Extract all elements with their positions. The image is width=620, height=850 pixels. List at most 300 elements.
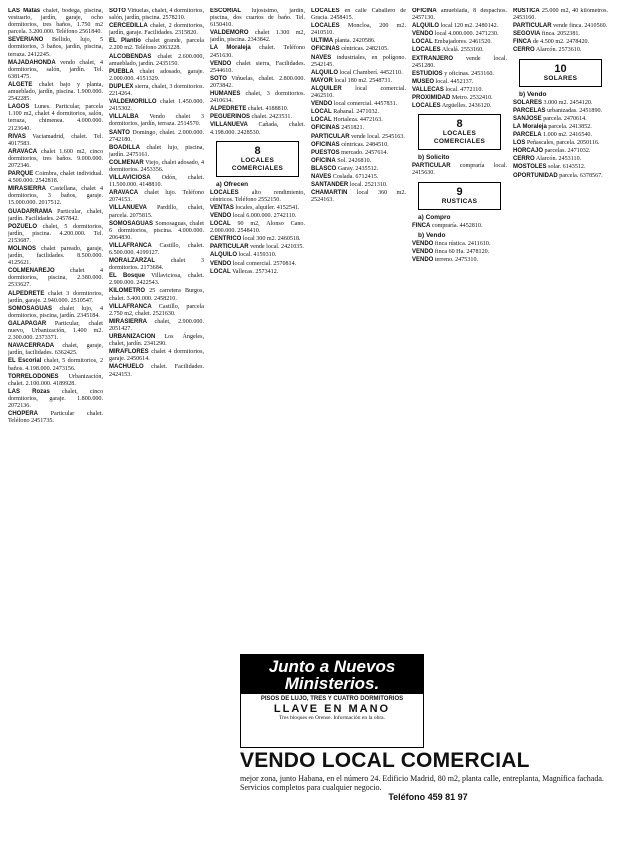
classified-ad bbox=[109, 288, 204, 302]
classified-ad-text: local 180 m2. 2548731. bbox=[332, 77, 393, 84]
classified-ad bbox=[311, 125, 406, 132]
classified-ad-keyword: OFICINA bbox=[412, 8, 437, 14]
classified-ad-keyword: VALLECAS bbox=[412, 86, 444, 93]
classified-ad-text: Particular chalet. Teléfono 2451735. bbox=[8, 411, 103, 425]
section-number: 10 bbox=[554, 62, 567, 75]
classified-ad bbox=[8, 343, 103, 357]
classified-ad-text: Vaciamadrid, chalet. Tel. 4017583. bbox=[8, 133, 103, 147]
classified-ad-text: local 4.000.000. 2471230. bbox=[433, 31, 499, 38]
classified-ad bbox=[513, 23, 608, 30]
classified-ad-keyword: DUPLEX bbox=[109, 83, 134, 90]
subsection-label: b) Solicito bbox=[418, 154, 450, 162]
classified-ad-text: 25 carretera Burgos, chalet. 3.400.000. 2458210. bbox=[109, 288, 204, 302]
classified-ad-text: Vendo chalet 3 dormitorios, jardín, terraza. 2514570. bbox=[109, 114, 204, 128]
classified-ad bbox=[8, 268, 103, 289]
classified-ad-text: local comercial. 2570814. bbox=[231, 260, 297, 267]
classified-ad-keyword: LOCAL bbox=[210, 268, 231, 275]
classified-ad bbox=[8, 291, 103, 305]
classified-ad-keyword: ALPEDRETE bbox=[8, 290, 45, 297]
classified-ad-keyword: PARTICULAR bbox=[210, 244, 249, 251]
classified-ad-keyword: LOCALES bbox=[311, 8, 340, 14]
classified-ad-keyword: VENDO bbox=[210, 60, 232, 67]
classified-ad bbox=[210, 61, 305, 75]
classified-ad-keyword: ARAVACA bbox=[109, 190, 139, 197]
classified-ad bbox=[210, 114, 305, 121]
classified-ad-keyword: MIRASIERRA bbox=[8, 186, 47, 193]
classified-ad-keyword: FINCA bbox=[513, 39, 532, 46]
classified-ad-text: chalet 2.600.000, amueblado, jardín. 2435150. bbox=[109, 53, 204, 67]
classified-ad bbox=[311, 158, 406, 165]
subsection-label: a) Compro bbox=[418, 213, 451, 221]
classified-ad-text: Viñuelas, chalet. 2.800.000. 2073842. bbox=[210, 75, 305, 89]
classified-ad bbox=[109, 160, 204, 174]
classified-ad-text: chalet, bodega, piscina, vestuario, jardín, garaje, ocho dormitorios, tres baños, 1.750 m2 parcela. 3.200.000. Teléfono 2561840. bbox=[8, 8, 103, 36]
classified-ad bbox=[210, 205, 305, 212]
classified-ad bbox=[513, 124, 608, 131]
classified-ad-keyword: LOCALES bbox=[412, 103, 441, 110]
classified-ad-text: parcela. 2470614. bbox=[541, 115, 587, 122]
classified-ad bbox=[311, 109, 406, 116]
classified-ad-text: y oficinas. 2453160. bbox=[442, 70, 494, 77]
classified-ad-text: Coimbra, chalet individual. 4.500.000. 2542818. bbox=[8, 171, 103, 185]
classified-ad-text: 1.000 m2. 2416540. bbox=[541, 132, 593, 139]
classified-ad bbox=[109, 23, 204, 37]
classified-ad-keyword: VILLALBA bbox=[109, 114, 139, 121]
classified-ad-text: 3.000 m2. 2454120. bbox=[542, 99, 593, 106]
classified-ad bbox=[210, 190, 305, 204]
classified-ad bbox=[311, 134, 406, 141]
classified-ad bbox=[412, 95, 507, 102]
section-number: 8 bbox=[254, 144, 261, 157]
classified-ad-keyword: PARCELAS bbox=[513, 107, 546, 114]
classified-ad-text: Viejo, chalet adosado, 4 dormitorios. 2453356. bbox=[109, 159, 204, 173]
classified-ad bbox=[8, 224, 103, 245]
classified-ad bbox=[109, 175, 204, 189]
classified-ad bbox=[513, 31, 608, 38]
classified-ad-keyword: PARTICULAR bbox=[513, 23, 552, 30]
classified-ad-text: Villaviciosa, chalet. 2.900.000. 2422543. bbox=[109, 273, 204, 287]
classified-ad-text: Bellido, lujo, 5 dormitorios, 3 baños, jardín, piscina, terraza. 2412245. bbox=[8, 37, 103, 58]
classified-ad bbox=[412, 163, 507, 177]
classified-ad-text: chalet 4 dormitorios, piscina, 2.380.000. 2533627. bbox=[8, 268, 103, 289]
classified-ad-text: Somosaguas, chalet 6 dormitorios, piscina. 4.000.000. 2064830. bbox=[109, 220, 204, 241]
classified-ad-text: chalet. 4188810. bbox=[246, 106, 289, 113]
classified-ad bbox=[311, 101, 406, 108]
classified-ad-keyword: LOCALES bbox=[210, 189, 239, 196]
classified-ad-keyword: SOMOSAGUAS bbox=[109, 220, 154, 227]
classified-ad-text: Castillo, chalet. 6.500.000. 4199127. bbox=[109, 242, 204, 256]
classified-ad-text: planta. 2420586. bbox=[333, 38, 376, 45]
classified-ad bbox=[109, 190, 204, 204]
classified-ad bbox=[109, 304, 204, 318]
ad-vendo-local-headline: VENDO LOCAL COMERCIAL bbox=[240, 749, 530, 772]
classified-ad-text: parcelas. 2471032. bbox=[543, 148, 591, 155]
classified-ad bbox=[412, 39, 507, 46]
classified-ad-keyword: PUESTOS bbox=[311, 149, 340, 156]
classified-ad bbox=[109, 130, 204, 144]
classified-ad-keyword: ULTIMA bbox=[311, 38, 334, 45]
classified-ad-text: Cañada, chalet. 4.198.000. 2428530. bbox=[210, 122, 305, 136]
classified-ad-keyword: EL Bosque bbox=[109, 273, 145, 280]
section-header bbox=[418, 182, 501, 210]
classified-ad-keyword: LOCAL bbox=[311, 117, 332, 124]
classified-ad bbox=[109, 38, 204, 52]
classified-ad bbox=[412, 47, 507, 54]
classified-ad-keyword: EXTRANJERO bbox=[412, 55, 454, 62]
classified-ad bbox=[513, 164, 608, 171]
classified-ad-text: local 300 m2. 2460518. bbox=[241, 236, 301, 243]
classified-ad bbox=[210, 30, 305, 44]
classified-ad-text: local 360 m2. 2524163. bbox=[311, 190, 406, 204]
classified-ad bbox=[412, 79, 507, 86]
classified-ad bbox=[109, 319, 204, 333]
classified-ad-text: Sol. 2426810. bbox=[335, 157, 372, 164]
classified-ad-text: chalet adosado, garaje. 2.000.000. 4151329. bbox=[109, 68, 204, 82]
classified-ad-text: Argüelles. 2436120. bbox=[440, 103, 492, 110]
classified-ad-text: chalet 3 dormitorios. 2173684. bbox=[109, 258, 204, 272]
classified-ad-keyword: CHOPERA bbox=[8, 411, 39, 418]
classified-ad-keyword: ALQUILER bbox=[311, 85, 342, 92]
classified-ad bbox=[311, 86, 406, 100]
classified-ad bbox=[210, 213, 305, 220]
classified-ad-keyword: LOCAL bbox=[210, 221, 231, 228]
classified-ad-keyword: CHAMARTIN bbox=[311, 190, 348, 197]
classified-ad-keyword: KILOMETRO bbox=[109, 288, 145, 295]
classified-ad-text: Urbanización, chalet. 2.100.000. 4189928. bbox=[8, 373, 103, 387]
classified-ad-text: chalet 1.450.000. 2415302. bbox=[109, 99, 204, 113]
classified-ad-keyword: GUADARRAMA bbox=[8, 208, 53, 215]
classified-ad-text: local Chamberí. 4452110. bbox=[338, 69, 403, 76]
classified-ad-text: vende finca. 2410560. bbox=[551, 23, 608, 30]
classified-ad bbox=[412, 71, 507, 78]
classified-ad-text: finca rústica. 2411610. bbox=[433, 240, 491, 247]
classified-ad-text: parcela. 2413852. bbox=[546, 123, 592, 130]
classified-ad bbox=[513, 116, 608, 123]
classified-ad-text: chalet 1.600 m2, cinco dormitorios, tres baños. 9.000.000. 2072346. bbox=[8, 148, 103, 169]
classified-ad-keyword: VENDO bbox=[412, 256, 434, 263]
section-header bbox=[519, 59, 602, 87]
classified-ad bbox=[109, 243, 204, 257]
classified-ad-text: local comercial. 2462510. bbox=[311, 85, 406, 100]
ad-vendo-local-telephone: Teléfono 459 81 97 bbox=[388, 792, 468, 803]
ad-nuevos-ministerios-headline: Junto a Nuevos Ministerios. bbox=[241, 655, 423, 694]
classified-ad-text: mercado. 2457614. bbox=[339, 149, 388, 156]
classified-ad-keyword: RUSTICA bbox=[513, 8, 540, 14]
ad-vendo-local-body: mejor zona, junto Habana, en el número 24. Edificio Madrid, 80 m2, planta calle, entreplanta, Magnífica fachada. Servicios completos para cualquier negocio. bbox=[240, 774, 604, 793]
classified-ad-keyword: LOCALES bbox=[412, 47, 441, 54]
classified-ad-keyword: BLASCO bbox=[311, 165, 337, 172]
classified-column-6 bbox=[513, 8, 608, 842]
classified-ad-keyword: TORRELODONES bbox=[8, 373, 59, 380]
classified-ad-text: 2451821. bbox=[339, 125, 365, 132]
classified-ad-text: chalet 4 dormitorios, garaje. 2450614. bbox=[109, 349, 204, 363]
classified-ad-text: chalet, 5 dormitorios, jardín, piscina. 4.200.000. Tel. 2153687. bbox=[8, 223, 103, 244]
classified-ad-text: Garay. 2435512. bbox=[336, 165, 379, 172]
classified-column-1 bbox=[8, 8, 103, 842]
classified-ad-text: vende local. 2545163. bbox=[349, 133, 405, 140]
classified-ad-text: Particular, chalet, jardín. Facilidades. 2457842. bbox=[8, 208, 103, 222]
classified-ad-keyword: PROXIMIDAD bbox=[412, 95, 451, 102]
classified-ad bbox=[8, 134, 103, 148]
classified-ad-text: industriales, en polígono. 2542145. bbox=[311, 54, 406, 68]
classified-ad-keyword: MAYOR bbox=[311, 77, 333, 84]
classified-ad bbox=[8, 358, 103, 372]
classified-ad-text: chalet lujo, 4 dormitorios, piscina, jardín. 2345184. bbox=[8, 305, 103, 319]
classified-ad-keyword: SANTANDER bbox=[311, 182, 349, 189]
classified-ad-text: vendo chalet, 4 dormitorios, salón, jardín. Tel. 6381475. bbox=[8, 59, 103, 80]
classified-ad bbox=[8, 104, 103, 132]
classified-ad-keyword: LOCAL bbox=[412, 39, 433, 46]
classified-ad bbox=[109, 8, 204, 22]
classified-ad bbox=[311, 190, 406, 204]
classified-ad-text: chalet, 2.900.000. 2051427. bbox=[109, 318, 204, 332]
classified-column-3 bbox=[210, 8, 305, 642]
classified-ad bbox=[210, 269, 305, 276]
classified-ad-text: chalet bajo y planta, amueblado, jardín, piscina. 1.900.000. 2542285. bbox=[8, 81, 103, 103]
classified-ad-keyword: NAVES bbox=[311, 54, 332, 61]
classified-ad bbox=[109, 69, 204, 83]
classified-ad-text: locales, alquiler. 4152541. bbox=[233, 204, 300, 211]
classified-ad bbox=[109, 145, 204, 159]
classified-ad-text: local. 4159310. bbox=[237, 252, 277, 259]
classified-ad bbox=[210, 91, 305, 105]
classified-ad-keyword: PUEBLA bbox=[109, 68, 134, 75]
classified-ad bbox=[311, 182, 406, 189]
classified-ad bbox=[412, 87, 507, 94]
classified-ad-keyword: VILLAVICIOSA bbox=[109, 175, 151, 182]
classified-ad-text: Viñuelas, chalet, 4 dormitorios, salón, jardín, piscina. 2578210. bbox=[109, 8, 204, 22]
classified-ad-keyword: ESCORIAL bbox=[210, 8, 242, 14]
classified-ad-keyword: MAJADAHONDA bbox=[8, 59, 56, 66]
classified-ad-text: parcela. 6378567. bbox=[557, 172, 603, 179]
classified-ad-keyword: FINCA bbox=[412, 222, 431, 229]
subsection-label: a) Ofrecen bbox=[216, 180, 249, 188]
classified-ad bbox=[8, 389, 103, 410]
classified-ad bbox=[311, 8, 406, 22]
classified-ad-keyword: HORCAJO bbox=[513, 148, 544, 155]
classified-ad bbox=[109, 349, 204, 363]
classified-ad-keyword: SOTO bbox=[210, 75, 227, 82]
classified-ad-keyword: OFICINAS bbox=[311, 141, 340, 148]
classified-ad-keyword: OFICINAS bbox=[311, 46, 340, 53]
classified-ad-keyword: SOMOSAGUAS bbox=[8, 305, 53, 312]
classified-ad bbox=[513, 148, 608, 155]
classified-ad bbox=[513, 47, 608, 54]
classified-ad bbox=[311, 78, 406, 85]
ad-nuevos-ministerios-line1: PISOS DE LUJO, TRES Y CUATRO DORMITORIOS bbox=[260, 696, 404, 702]
subsection-label: b) Vendo bbox=[418, 231, 446, 239]
classified-ad bbox=[311, 46, 406, 53]
classified-ad-keyword: NAVES bbox=[311, 173, 332, 180]
classified-ad bbox=[210, 45, 305, 59]
classified-ad-keyword: LA Moraleja bbox=[210, 45, 251, 52]
classified-ad-keyword: POZUELO bbox=[8, 223, 38, 230]
classified-ad bbox=[8, 374, 103, 388]
classified-ad-keyword: VILLAFRANCA bbox=[109, 303, 152, 310]
classified-ad bbox=[311, 166, 406, 173]
classified-ad-keyword: ALPEDRETE bbox=[210, 106, 247, 113]
classified-ad bbox=[109, 273, 204, 287]
classified-ad-text: céntricas. 2484510. bbox=[339, 141, 389, 148]
section-title: LOCALES COMERCIALES bbox=[231, 156, 284, 172]
classified-ad bbox=[8, 321, 103, 342]
classified-ad bbox=[412, 8, 507, 22]
classified-ad-text: Alarcón. 2573610. bbox=[534, 47, 582, 54]
classified-ad bbox=[311, 70, 406, 77]
classified-ad-keyword: CERRO bbox=[513, 156, 535, 163]
classified-ad-keyword: VALDEMORO bbox=[210, 30, 249, 37]
classified-ad-text: chalet, 3 dormitorios. 2410634. bbox=[210, 91, 305, 105]
section-header bbox=[216, 141, 299, 177]
classified-ad bbox=[109, 205, 204, 219]
classified-column-4 bbox=[311, 8, 406, 642]
classified-ad-keyword: ALQUILO bbox=[210, 252, 237, 259]
classified-ad bbox=[8, 82, 103, 103]
classified-ad-keyword: COLMENAR bbox=[109, 159, 144, 166]
classified-ad-keyword: ALGETE bbox=[8, 81, 33, 88]
classified-ad-text: Embajadores. 2461520. bbox=[432, 39, 492, 46]
classified-ad-text: urbanizadas. 2451890. bbox=[545, 107, 603, 114]
classified-ad bbox=[412, 249, 507, 256]
classified-ad-text: en calle Caballero de Gracia. 2458415. bbox=[311, 8, 406, 22]
classified-ad-keyword: BOADILLA bbox=[109, 144, 140, 151]
classified-ad bbox=[109, 54, 204, 68]
classified-ad-keyword: COLMENAREJO bbox=[8, 268, 55, 275]
classified-ad bbox=[210, 236, 305, 243]
classified-ad-text: vende local. 2451280. bbox=[412, 55, 507, 69]
classified-ad bbox=[8, 37, 103, 58]
classified-ad-text: chalet. Facilidades. 2424153. bbox=[109, 364, 204, 378]
classified-ad-text: local. 2521310. bbox=[348, 182, 388, 189]
classified-ad bbox=[8, 60, 103, 81]
classified-ad-text: Castillo, parcela 2.750 m2, chalet. 2521630. bbox=[109, 303, 204, 317]
classified-ad-keyword: PARTICULAR bbox=[311, 133, 350, 140]
classified-ad-keyword: SOTO bbox=[109, 8, 126, 14]
classified-column-5 bbox=[412, 8, 507, 744]
classified-ad bbox=[8, 411, 103, 425]
classified-ad bbox=[513, 173, 608, 180]
classified-ad-text: Peñascales, parcela. 2050116. bbox=[525, 140, 600, 147]
classified-ad bbox=[109, 364, 204, 378]
classified-ad-keyword: MIRASIERRA bbox=[109, 318, 148, 325]
classified-ad bbox=[412, 56, 507, 70]
classified-ad-keyword: PARQUE bbox=[8, 171, 34, 178]
classified-ad bbox=[210, 106, 305, 113]
classified-ad-text: chalet, garaje, jardín, facilidades. 6362425. bbox=[8, 343, 103, 357]
classified-ad bbox=[311, 174, 406, 181]
classified-ad bbox=[412, 31, 507, 38]
classified-ad-text: chalet, cinco dormitorios, garaje. 1.800.000. 2072136. bbox=[8, 388, 103, 409]
classified-ad bbox=[412, 257, 507, 264]
classified-ad bbox=[109, 258, 204, 272]
classified-ad bbox=[412, 103, 507, 110]
classified-ad bbox=[109, 99, 204, 113]
classified-ad bbox=[109, 114, 204, 128]
classified-ad-keyword: LAGOS bbox=[8, 104, 30, 111]
classified-ad-keyword: PEGUERINOS bbox=[210, 114, 251, 121]
classified-ad bbox=[109, 84, 204, 98]
classified-ad-text: Lunes. Particular, parcela 1.100 m2, chalet 4 dormitorios, salón, terraza, chimenea. 4.000.000. 2123640. bbox=[8, 104, 103, 132]
classified-ad-keyword: PARTICULAR bbox=[412, 163, 451, 170]
classified-ad-keyword: VENDO bbox=[412, 31, 434, 38]
ad-nuevos-ministerios bbox=[240, 654, 424, 748]
classified-ad-text: Metro. 2532410. bbox=[450, 95, 493, 102]
classified-ad-keyword: VENTAS bbox=[210, 204, 234, 211]
classified-ad-keyword: LOCALES bbox=[311, 23, 340, 30]
classified-ad bbox=[412, 241, 507, 248]
subsection-label: b) Vendo bbox=[519, 90, 547, 98]
classified-ad bbox=[210, 8, 305, 29]
classified-ad-text: chalet, 2 dormitorios, jardín, garaje. Facilidades. 2315820. bbox=[109, 23, 204, 37]
section-number: 8 bbox=[456, 118, 463, 131]
classified-ad-text: chalet, 5 dormitorios, 2 baños. 4.198.000. 2473156. bbox=[8, 358, 103, 372]
classified-ad-keyword: MACHUELO bbox=[109, 364, 144, 371]
classified-ad-keyword: LOS bbox=[513, 140, 526, 147]
classified-ad bbox=[8, 171, 103, 185]
section-number: 9 bbox=[456, 185, 463, 198]
classified-ad-keyword: ALQUILO bbox=[311, 69, 338, 76]
classified-ad bbox=[311, 150, 406, 157]
ad-vendo-local bbox=[240, 750, 616, 842]
classified-ad bbox=[210, 244, 305, 251]
classified-ad bbox=[311, 142, 406, 149]
classified-ad-text: Rabanal. 2471032. bbox=[331, 109, 380, 116]
classified-ad-keyword: MUSEO bbox=[412, 78, 435, 85]
ad-nuevos-ministerios-line2: LLAVE EN MANO bbox=[273, 703, 391, 715]
classified-ad-text: chalet lujo, piscina, jardín. 2475161. bbox=[109, 144, 204, 158]
section-header bbox=[418, 114, 501, 150]
classified-ad bbox=[8, 246, 103, 267]
classified-ad-keyword: EL Plantío bbox=[109, 38, 141, 45]
classified-ad-text: terreno. 2475310. bbox=[433, 256, 479, 263]
classified-ad-keyword: LAS Matas bbox=[8, 8, 41, 14]
classified-ad-keyword: HUMANES bbox=[210, 91, 241, 98]
classified-ad-keyword: SANJOSE bbox=[513, 115, 542, 122]
classified-ad bbox=[311, 23, 406, 37]
classified-ad bbox=[210, 122, 305, 136]
classified-ad-keyword: CENTRICO bbox=[210, 236, 242, 243]
classified-ad bbox=[412, 23, 507, 30]
classified-ad-text: chalet grande, parcela 2.200 m2. Teléfono 2063228. bbox=[109, 38, 204, 52]
classified-ad-text: local. 4452137. bbox=[434, 78, 474, 85]
classified-ad-text: local 6.000.000. 2742110. bbox=[231, 212, 297, 219]
classified-ad-text: vende local. 2421035. bbox=[248, 244, 304, 251]
classified-ad bbox=[109, 334, 204, 348]
classified-ad-keyword: VENDO bbox=[412, 248, 434, 255]
classified-ad bbox=[513, 108, 608, 115]
classifieds-page bbox=[8, 8, 612, 842]
classified-ad-text: Particular, chalet nuevo, Urbanización, 1.400 m2. 2.300.000. 2373371. bbox=[8, 320, 103, 342]
classified-ad-keyword: LAS Rozas bbox=[8, 388, 50, 395]
classified-ad-text: Odón, chalet. 11.500.000. 4148810. bbox=[109, 175, 204, 189]
classified-ad-keyword: EL Escorial bbox=[8, 358, 42, 365]
classified-ad-text: Vallecas. 2573412. bbox=[230, 268, 279, 275]
classified-ad-keyword: RIVAS bbox=[8, 133, 26, 140]
classified-ad-keyword: OPORTUNIDAD bbox=[513, 172, 558, 179]
classified-ad-keyword: ALQUILO bbox=[412, 23, 439, 30]
classified-ad-text: Castellana, chalet 4 dormitorios, 3 baños, garaje. 15.000.000. 2017512. bbox=[8, 186, 103, 207]
classified-ad bbox=[210, 221, 305, 235]
classified-ad-keyword: VENDO bbox=[210, 212, 232, 219]
classified-ad-text: Hortaleza. 4472163. bbox=[331, 117, 383, 124]
classified-ad-keyword: MOLINOS bbox=[8, 246, 36, 252]
classified-ad bbox=[210, 252, 305, 259]
classified-ad-keyword: VILLANUEVA bbox=[210, 122, 248, 129]
classified-ad-text: Alcalá. 2553160. bbox=[440, 47, 484, 54]
classified-ad-keyword: CERCEDILLA bbox=[109, 23, 148, 30]
classified-ad-text: sierra, chalet, 3 dormitorios. 2214264. bbox=[109, 83, 204, 98]
classified-ad-keyword: PARCELA bbox=[513, 132, 542, 139]
